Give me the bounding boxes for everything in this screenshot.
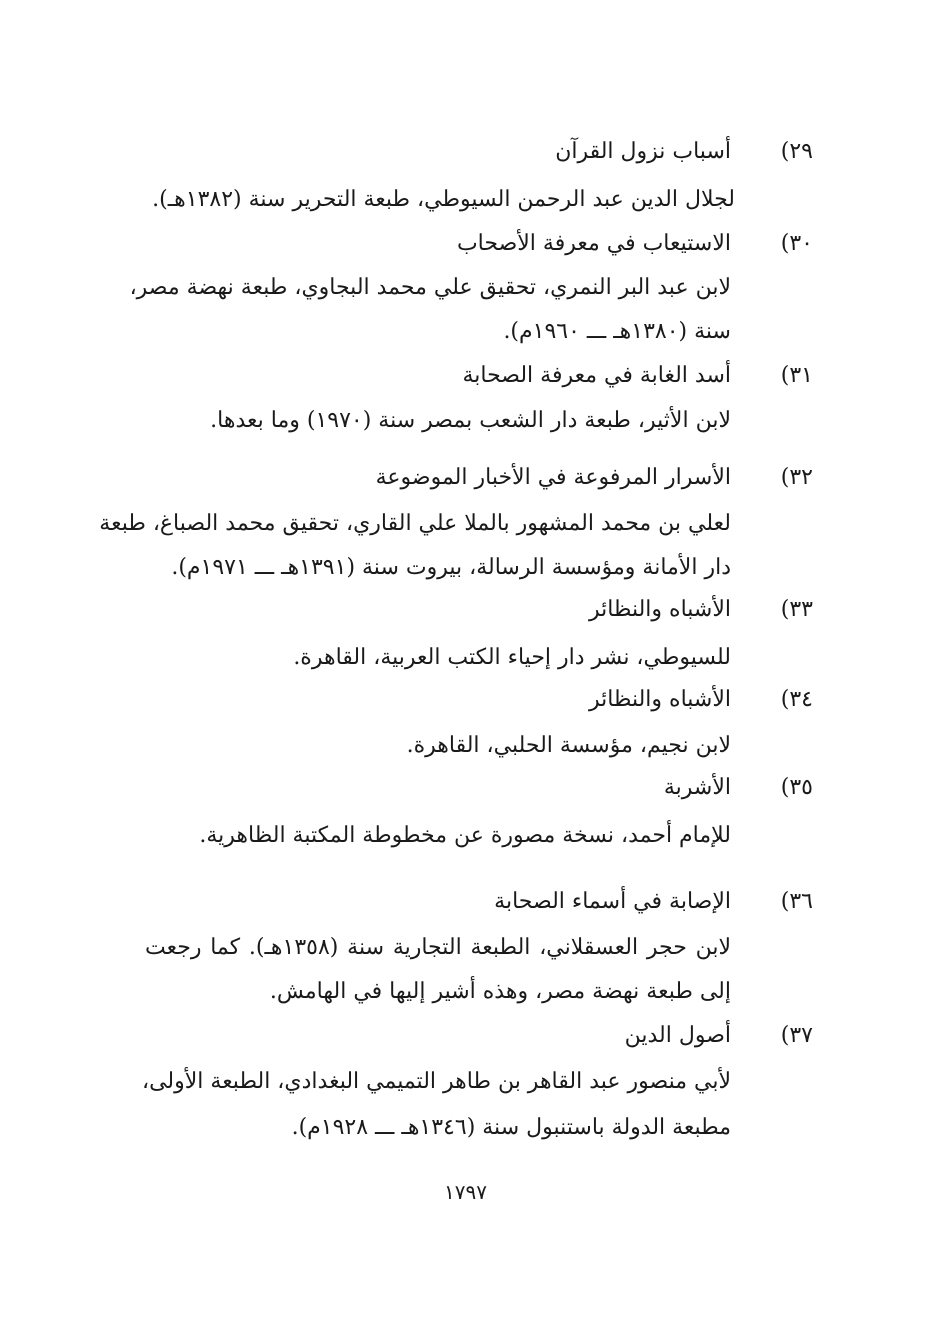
entry-description: لجلال الدين عبد الرحمن السيوطي، طبعة التحرير سنة (١٣٨٢هـ).: [152, 187, 735, 212]
entry-number: ٣٠): [780, 231, 813, 256]
entry-description: للسيوطي، نشر دار إحياء الكتب العربية، القاهرة.: [293, 645, 731, 670]
entry-title: الأشباه والنظائر: [588, 687, 731, 712]
page-number: ١٧٩٧: [444, 1180, 487, 1204]
entry-description: دار الأمانة ومؤسسة الرسالة، بيروت سنة (١٣٩١هـ ـــ ١٩٧١م).: [171, 555, 731, 580]
entry-title: الاستيعاب في معرفة الأصحاب: [456, 231, 731, 256]
entry-description: لعلي بن محمد المشهور بالملا علي القاري، تحقيق محمد الصباغ، طبعة: [99, 511, 731, 536]
entry-description: لابن نجيم، مؤسسة الحلبي، القاهرة.: [406, 733, 731, 758]
entry-title: الأسرار المرفوعة في الأخبار الموضوعة: [375, 465, 731, 490]
entry-title: الأشباه والنظائر: [588, 597, 731, 622]
entry-title: الإصابة في أسماء الصحابة: [494, 889, 731, 914]
entry-description: لأبي منصور عبد القاهر بن طاهر التميمي البغدادي، الطبعة الأولى،: [141, 1069, 731, 1094]
entry-description: لابن عبد البر النمري، تحقيق علي محمد البجاوي، طبعة نهضة مصر،: [129, 275, 731, 300]
entry-number: ٣١): [780, 363, 813, 388]
entry-number: ٢٩): [780, 139, 813, 164]
entry-number: ٣٦): [780, 889, 813, 914]
entry-number: ٣٣): [780, 597, 813, 622]
entry-title: أسباب نزول القرآن: [555, 139, 731, 164]
entry-title: أصول الدين: [624, 1023, 731, 1048]
entry-number: ٣٤): [780, 687, 813, 712]
entry-number: ٣٥): [780, 775, 813, 800]
entry-description: سنة (١٣٨٠هـ ـــ ١٩٦٠م).: [503, 319, 731, 344]
entry-title: الأشربة: [663, 775, 731, 800]
entry-number: ٣٢): [780, 465, 813, 490]
entry-number: ٣٧): [780, 1023, 813, 1048]
entry-description: مطبعة الدولة باستنبول سنة (١٣٤٦هـ ـــ ١٩٢٨م).: [291, 1115, 731, 1140]
entry-description: لابن الأثير، طبعة دار الشعب بمصر سنة (١٩٧٠) وما بعدها.: [210, 408, 731, 433]
entry-description: إلى طبعة نهضة مصر، وهذه أشير إليها في الهامش.: [269, 979, 731, 1004]
entry-title: أسد الغابة في معرفة الصحابة: [462, 363, 731, 388]
entry-description: للإمام أحمد، نسخة مصورة عن مخطوطة المكتبة الظاهرية.: [199, 823, 731, 848]
entry-description: لابن حجر العسقلاني، الطبعة التجارية سنة (١٣٥٨هـ). كما رجعت: [145, 935, 731, 960]
